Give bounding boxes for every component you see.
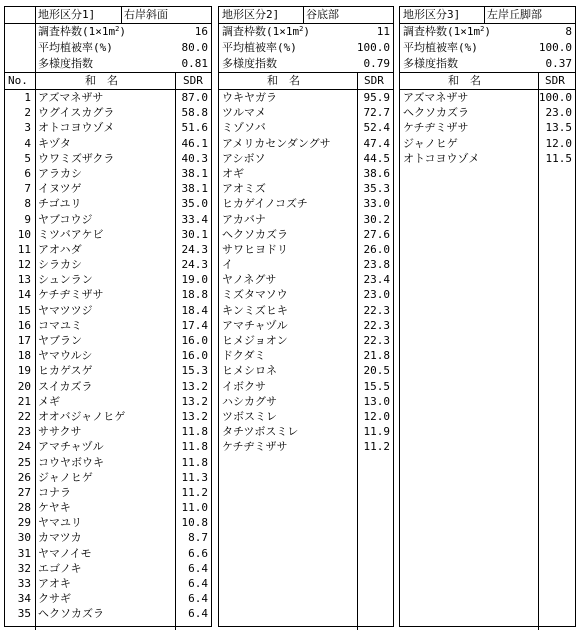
species-list: [400, 90, 575, 630]
diversity-row: [400, 56, 575, 72]
sdr-value: 15.5: [363, 379, 390, 393]
species-name: カマツカ: [38, 531, 82, 545]
table-row: [5, 363, 211, 378]
coverage-value: 100.0: [538, 41, 572, 54]
row-number: 13: [17, 273, 31, 287]
sdr-value: 6.6: [188, 546, 208, 560]
row-number: 19: [17, 364, 31, 378]
sdr-value: 18.8: [181, 288, 208, 302]
species-list: [219, 90, 393, 630]
table-row: [5, 181, 211, 196]
coverage-label: 平均植被率(%): [222, 41, 297, 54]
sdr-value: 38.1: [181, 166, 208, 180]
table-row: [5, 166, 211, 181]
diversity-row: [5, 56, 211, 72]
species-name: オオバジャノヒゲ: [38, 409, 126, 423]
terrain-panel-1: [4, 6, 212, 627]
sdr-value: 11.2: [363, 440, 390, 454]
row-number: 35: [17, 607, 31, 621]
species-name: ウキヤガラ: [222, 91, 277, 104]
sdr-value: 23.0: [363, 288, 390, 302]
species-name: ヤマノイモ: [38, 546, 92, 560]
sdr-value: 38.1: [181, 182, 208, 196]
sdr-value: 19.0: [181, 273, 208, 287]
species-name: ケチヂミザサ: [403, 121, 469, 135]
col-sdr-header: SDR: [545, 74, 565, 87]
row-number: 6: [24, 166, 31, 180]
species-name: ミゾソバ: [222, 121, 266, 135]
species-name: クサギ: [38, 592, 71, 606]
plot-count-row: [5, 24, 211, 40]
species-name: イボクサ: [222, 379, 266, 393]
table-row: [219, 318, 393, 333]
species-name: ヤブコウジ: [38, 212, 93, 226]
table-row: [219, 287, 393, 302]
terrain-class-label: 地形区分3]: [403, 8, 461, 21]
row-number: 8: [24, 197, 31, 211]
species-name: イヌツゲ: [38, 182, 82, 196]
species-name: ヘクソカズラ: [38, 607, 104, 621]
species-name: アシボソ: [222, 151, 266, 165]
col-sdr-header: SDR: [183, 74, 203, 87]
table-row: [219, 212, 393, 227]
species-list: [5, 90, 211, 630]
table-row: [5, 546, 211, 561]
row-number: 3: [24, 121, 31, 135]
col-name-header: 和 名: [448, 74, 481, 87]
sdr-value: 6.4: [188, 577, 208, 590]
table-row: [5, 105, 211, 120]
row-number: 11: [17, 242, 31, 256]
diversity-value: 0.37: [545, 57, 572, 70]
sdr-value: 11.3: [181, 470, 208, 484]
row-number: 33: [17, 577, 31, 590]
table-row: [219, 424, 393, 439]
species-name: シュンラン: [38, 273, 93, 287]
sdr-value: 33.0: [363, 197, 390, 211]
sdr-value: 51.6: [181, 121, 208, 135]
species-name: コウヤボウキ: [38, 455, 104, 469]
sdr-value: 52.4: [363, 121, 390, 135]
table-row: [5, 303, 211, 318]
table-row: [219, 242, 393, 257]
sdr-value: 11.8: [181, 455, 208, 469]
table-row: [219, 409, 393, 424]
row-number: 7: [24, 182, 31, 196]
species-name: アズマネザサ: [38, 91, 104, 104]
row-number: 15: [17, 303, 31, 317]
sdr-value: 30.1: [181, 227, 208, 241]
sdr-value: 24.3: [181, 242, 208, 256]
row-number: 28: [17, 501, 31, 515]
species-name: アカバナ: [222, 212, 266, 226]
species-name: アマチャヅル: [222, 318, 288, 332]
sdr-value: 21.8: [363, 349, 390, 363]
sdr-value: 22.3: [363, 318, 390, 332]
table-row: [219, 136, 393, 151]
species-name: アメリカセンダングサ: [222, 136, 331, 150]
col-name-header: 和 名: [85, 74, 118, 87]
table-row: [5, 439, 211, 454]
diversity-label: 多様度指数: [38, 57, 93, 70]
table-row: [219, 120, 393, 135]
sdr-value: 13.5: [545, 121, 572, 135]
row-number: 18: [17, 349, 31, 363]
sdr-value: 11.0: [181, 501, 208, 515]
diversity-label: 多様度指数: [403, 57, 458, 70]
table-row: [5, 515, 211, 530]
table-row: [219, 363, 393, 378]
table-row: [400, 136, 575, 151]
species-name: ヤブラン: [38, 334, 82, 347]
sdr-value: 13.2: [181, 379, 208, 393]
species-name: ササクサ: [38, 425, 82, 439]
species-name: キンミズヒキ: [222, 303, 288, 317]
table-row: [5, 212, 211, 227]
plot-count-value: 8: [565, 25, 572, 38]
species-name: ケヤキ: [38, 501, 71, 515]
species-name: オトコヨウゾメ: [38, 121, 115, 135]
table-row: [219, 439, 393, 454]
table-row: [5, 333, 211, 348]
table-row: [400, 120, 575, 135]
species-name: チゴユリ: [38, 197, 82, 211]
table-row: [5, 318, 211, 333]
sdr-value: 11.9: [363, 425, 390, 439]
terrain-panel-3: [399, 6, 576, 627]
terrain-class-name: 左岸丘脚部: [487, 8, 542, 21]
species-name: エゴノキ: [38, 561, 82, 575]
species-name: ヤマウルシ: [38, 349, 93, 363]
table-row: [219, 379, 393, 394]
species-name: ヤマツツジ: [38, 303, 93, 317]
table-row: [219, 257, 393, 272]
species-name: ヘクソカズラ: [403, 106, 469, 120]
row-number: 12: [17, 258, 31, 272]
sdr-value: 95.9: [363, 91, 390, 104]
sdr-value: 23.0: [545, 106, 572, 120]
sdr-value: 35.0: [181, 197, 208, 211]
terrain-class-header: [219, 7, 393, 24]
coverage-row: [5, 40, 211, 56]
plot-count-label: 調査枠数$(1\times 1m^2)$: [38, 25, 126, 38]
plot-count-label: 調査枠数$(1\times 1m^2)$: [403, 25, 491, 38]
species-name: アオミズ: [222, 182, 266, 196]
sdr-value: 12.0: [363, 409, 390, 423]
sdr-value: 13.0: [363, 394, 390, 408]
terrain-class-label: 地形区分2]: [222, 8, 280, 21]
sdr-value: 6.4: [188, 592, 208, 606]
column-header: [219, 72, 393, 90]
species-name: ミズタマソウ: [222, 288, 288, 302]
sdr-value: 18.4: [181, 303, 208, 317]
sdr-value: 23.8: [363, 258, 390, 272]
table-row: [219, 166, 393, 181]
table-row: [5, 196, 211, 211]
terrain-class-name: 右岸斜面: [124, 8, 168, 21]
table-row: [5, 242, 211, 257]
col-name-header: 和 名: [267, 74, 300, 87]
species-name: ヤノネグサ: [222, 273, 277, 287]
table-row: [5, 561, 211, 576]
table-row: [5, 606, 211, 621]
species-name: アオハダ: [38, 242, 82, 256]
species-name: ヘクソカズラ: [222, 227, 288, 241]
table-row: [219, 151, 393, 166]
plot-count-value: 11: [376, 25, 390, 38]
species-name: ヒメジョオン: [222, 334, 288, 347]
table-row: [219, 333, 393, 348]
table-row: [5, 287, 211, 302]
table-row: [5, 455, 211, 470]
species-name: ツボスミレ: [222, 409, 277, 423]
sdr-value: 22.3: [363, 334, 390, 347]
row-number: 1: [24, 91, 31, 104]
plot-count-label: 調査枠数$(1\times 1m^2)$: [222, 25, 310, 38]
sdr-value: 46.1: [181, 136, 208, 150]
table-row: [400, 90, 575, 105]
sdr-value: 13.2: [181, 394, 208, 408]
species-name: スイカズラ: [38, 379, 93, 393]
sdr-value: 10.8: [181, 516, 208, 530]
sdr-value: 30.2: [363, 212, 390, 226]
table-row: [5, 394, 211, 409]
row-number: 24: [17, 440, 31, 454]
row-number: 26: [17, 470, 31, 484]
coverage-label: 平均植被率(%): [38, 41, 113, 54]
sdr-value: 100.0: [538, 91, 572, 104]
species-name: ジャノヒゲ: [403, 136, 458, 150]
sdr-value: 72.7: [363, 106, 390, 120]
species-name: タチツボスミレ: [222, 425, 299, 439]
table-row: [219, 303, 393, 318]
species-name: イ: [222, 258, 233, 272]
species-name: ヒカゲスゲ: [38, 364, 93, 378]
sdr-value: 20.5: [363, 364, 390, 378]
table-row: [219, 272, 393, 287]
table-row: [219, 394, 393, 409]
row-number: 30: [17, 531, 31, 545]
species-name: ハシカグサ: [222, 394, 277, 408]
plot-count-row: [400, 24, 575, 40]
sdr-value: 17.4: [181, 318, 208, 332]
row-number: 27: [17, 485, 31, 499]
table-row: [5, 530, 211, 545]
row-number: 32: [17, 561, 31, 575]
plot-count-row: [219, 24, 393, 40]
species-name: サワヒヨドリ: [222, 242, 288, 256]
terrain-class-header: [400, 7, 575, 24]
table-row: [5, 576, 211, 591]
table-row: [5, 409, 211, 424]
species-name: ケチヂミザサ: [222, 440, 288, 454]
species-name: ヤマユリ: [38, 516, 82, 530]
table-row: [400, 151, 575, 166]
species-name: メギ: [38, 394, 60, 408]
row-number: 31: [17, 546, 31, 560]
row-number: 20: [17, 379, 31, 393]
sdr-value: 11.2: [181, 485, 208, 499]
species-name: シラカシ: [38, 258, 82, 272]
table-row: [5, 485, 211, 500]
sdr-value: 27.6: [363, 227, 390, 241]
sdr-value: 22.3: [363, 303, 390, 317]
sdr-value: 58.8: [181, 106, 208, 120]
coverage-value: 80.0: [181, 41, 208, 54]
table-row: [5, 424, 211, 439]
col-sdr-header: SDR: [364, 74, 384, 87]
sdr-value: 24.3: [181, 258, 208, 272]
sdr-value: 35.3: [363, 182, 390, 196]
sdr-value: 40.3: [181, 151, 208, 165]
table-row: [400, 105, 575, 120]
sdr-value: 16.0: [181, 349, 208, 363]
species-name: ツルマメ: [222, 106, 266, 120]
species-name: アズマネザサ: [403, 91, 469, 104]
table-row: [5, 151, 211, 166]
sdr-value: 47.4: [363, 136, 390, 150]
row-number: 17: [17, 334, 31, 347]
table-row: [219, 227, 393, 242]
row-number: 34: [17, 592, 31, 606]
row-number: 2: [24, 106, 31, 120]
table-row: [5, 272, 211, 287]
table-row: [219, 181, 393, 196]
row-number: 25: [17, 455, 31, 469]
table-row: [5, 348, 211, 363]
sdr-value: 44.5: [363, 151, 390, 165]
table-row: [5, 500, 211, 515]
row-number: 5: [24, 151, 31, 165]
species-name: コマユミ: [38, 318, 82, 332]
column-header: [5, 72, 211, 90]
species-name: オトコヨウゾメ: [403, 151, 480, 165]
species-name: ウグイスカグラ: [38, 106, 115, 120]
species-name: ジャノヒゲ: [38, 470, 93, 484]
sdr-value: 26.0: [363, 242, 390, 256]
sdr-value: 11.8: [181, 440, 208, 454]
row-number: 16: [17, 318, 31, 332]
col-no-header: No.: [8, 74, 28, 87]
sdr-value: 8.7: [188, 531, 208, 545]
diversity-label: 多様度指数: [222, 57, 277, 70]
species-name: アオキ: [38, 577, 71, 590]
table-row: [5, 257, 211, 272]
species-name: ウワミズザクラ: [38, 151, 115, 165]
coverage-row: [400, 40, 575, 56]
terrain-class-name: 谷底部: [306, 8, 339, 21]
species-name: ミツバアケビ: [38, 227, 104, 241]
terrain-panel-2: [218, 6, 394, 627]
table-row: [219, 196, 393, 211]
table-row: [219, 348, 393, 363]
sdr-value: 23.4: [363, 273, 390, 287]
row-number: 9: [24, 212, 31, 226]
table-row: [5, 120, 211, 135]
row-number: 23: [17, 425, 31, 439]
row-number: 4: [24, 136, 31, 150]
table-row: [5, 227, 211, 242]
plot-count-value: 16: [194, 25, 208, 38]
sdr-value: 38.6: [363, 166, 390, 180]
row-number: 10: [17, 227, 31, 241]
terrain-class-label: 地形区分1]: [38, 8, 96, 21]
table-row: [5, 90, 211, 105]
row-number: 29: [17, 516, 31, 530]
table-row: [5, 136, 211, 151]
sdr-value: 15.3: [181, 364, 208, 378]
sdr-value: 6.4: [188, 607, 208, 621]
coverage-value: 100.0: [356, 41, 390, 54]
coverage-label: 平均植被率(%): [403, 41, 478, 54]
sdr-value: 33.4: [181, 212, 208, 226]
species-name: ケチヂミザサ: [38, 288, 104, 302]
sdr-value: 16.0: [181, 334, 208, 347]
row-number: 14: [17, 288, 31, 302]
table-row: [219, 90, 393, 105]
species-name: ドクダミ: [222, 349, 266, 363]
sdr-value: 13.2: [181, 409, 208, 423]
table-row: [219, 105, 393, 120]
terrain-class-header: [5, 7, 211, 24]
species-name: ヒメシロネ: [222, 364, 277, 378]
sdr-value: 11.8: [181, 425, 208, 439]
sdr-value: 87.0: [181, 91, 208, 104]
coverage-row: [219, 40, 393, 56]
sdr-value: 12.0: [545, 136, 572, 150]
species-name: コナラ: [38, 485, 71, 499]
sdr-value: 6.4: [188, 561, 208, 575]
row-number: 21: [17, 394, 31, 408]
species-name: オギ: [222, 166, 244, 180]
species-name: キヅタ: [38, 136, 71, 150]
species-name: ヒカゲイノコズチ: [222, 197, 308, 211]
row-number: 22: [17, 409, 31, 423]
column-header: [400, 72, 575, 90]
diversity-value: 0.79: [363, 57, 390, 70]
species-name: アマチャヅル: [38, 440, 104, 454]
diversity-value: 0.81: [181, 57, 208, 70]
species-name: アラカシ: [38, 166, 82, 180]
diversity-row: [219, 56, 393, 72]
table-row: [5, 470, 211, 485]
sdr-value: 11.5: [545, 151, 572, 165]
table-row: [5, 591, 211, 606]
table-row: [5, 379, 211, 394]
